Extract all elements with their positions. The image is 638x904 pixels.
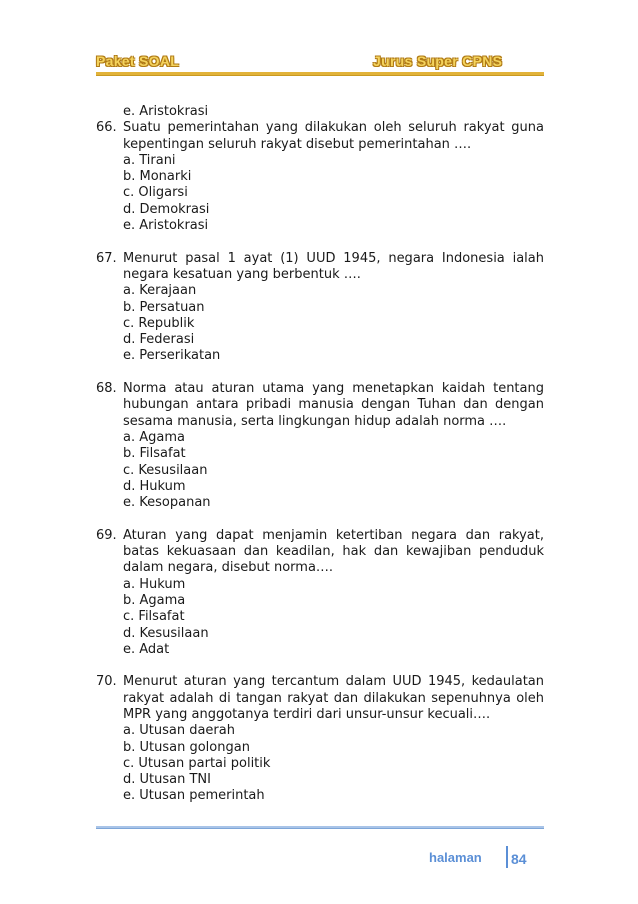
option-b: b. Agama xyxy=(123,592,186,608)
option-b: b. Filsafat xyxy=(123,446,186,462)
option-a: a. Agama xyxy=(123,429,185,445)
question-text: Suatu pemerintahan yang dilakukan oleh seluruh rakyat guna kepentingan seluruh rakyat disebut pemerintahan …. xyxy=(123,120,544,152)
question-number: 66. xyxy=(96,120,117,136)
question-69 xyxy=(96,528,544,658)
question-list xyxy=(96,104,544,805)
option-c: c. Utusan partai politik xyxy=(123,755,271,771)
question-text: Norma atau aturan utama yang menetapkan kaidah tentang hubungan antara pribadi manusia dengan Tuhan dan dengan sesama manusia, serta lingkungan hidup adalah norma …. xyxy=(123,381,544,429)
question-text: Aturan yang dapat menjamin ketertiban negara dan rakyat, batas kekuasaan dan keadilan, hak dan kewajiban penduduk dalam negara, disebut norma…. xyxy=(123,527,544,576)
option-a: a. Hukum xyxy=(123,576,186,592)
question-66 xyxy=(96,120,544,234)
question-text: Menurut pasal 1 ayat (1) UUD 1945, negara Indonesia ialah negara kesatuan yang berbentuk …. xyxy=(123,250,544,282)
header-title-left: Paket SOAL xyxy=(96,53,180,69)
option-e: e. Aristokrasi xyxy=(123,218,209,234)
option-a: a. Kerajaan xyxy=(123,283,197,299)
option-c: c. Oligarsi xyxy=(123,185,188,201)
question-number: 67. xyxy=(96,250,117,266)
footer-divider xyxy=(96,826,544,829)
question-text: Menurut aturan yang tercantum dalam UUD 1945, kedaulatan rakyat adalah di tangan rakyat dan dilakukan sepenuhnya oleh MPR yang anggotanya terdiri dari unsur-unsur kecuali…. xyxy=(123,674,544,722)
question-number: 69. xyxy=(96,527,117,543)
option-c: c. Republik xyxy=(123,315,195,331)
option-b: b. Monarki xyxy=(123,169,192,185)
question-68 xyxy=(96,381,544,511)
previous-question-tail xyxy=(96,104,544,120)
header-divider xyxy=(96,72,544,76)
page-number: 84 xyxy=(511,851,527,867)
option-b: b. Persatuan xyxy=(123,299,205,315)
question-number: 68. xyxy=(96,381,117,397)
option-a: a. Utusan daerah xyxy=(123,723,235,739)
option-e: e. Perserikatan xyxy=(123,348,221,364)
question-67 xyxy=(96,251,544,365)
option-d: d. Hukum xyxy=(123,478,186,494)
option-d: d. Kesusilaan xyxy=(123,625,209,641)
option-d: d. Demokrasi xyxy=(123,201,210,217)
option: e. Aristokrasi xyxy=(123,104,209,119)
option-d: d. Federasi xyxy=(123,332,195,348)
question-number: 70. xyxy=(96,674,117,690)
header-title-right: Jurus Super CPNS xyxy=(373,53,503,69)
option-e: e. Kesopanan xyxy=(123,495,211,511)
option-d: d. Utusan TNI xyxy=(123,772,211,788)
option-e: e. Utusan pemerintah xyxy=(123,788,265,804)
footer-separator xyxy=(506,846,508,868)
question-70 xyxy=(96,674,544,804)
option-a: a. Tirani xyxy=(123,152,176,168)
option-b: b. Utusan golongan xyxy=(123,739,250,755)
footer-page-label: halaman xyxy=(429,850,482,865)
option-e: e. Adat xyxy=(123,641,170,657)
option-c: c. Kesusilaan xyxy=(123,462,208,478)
option-c: c. Filsafat xyxy=(123,609,185,625)
